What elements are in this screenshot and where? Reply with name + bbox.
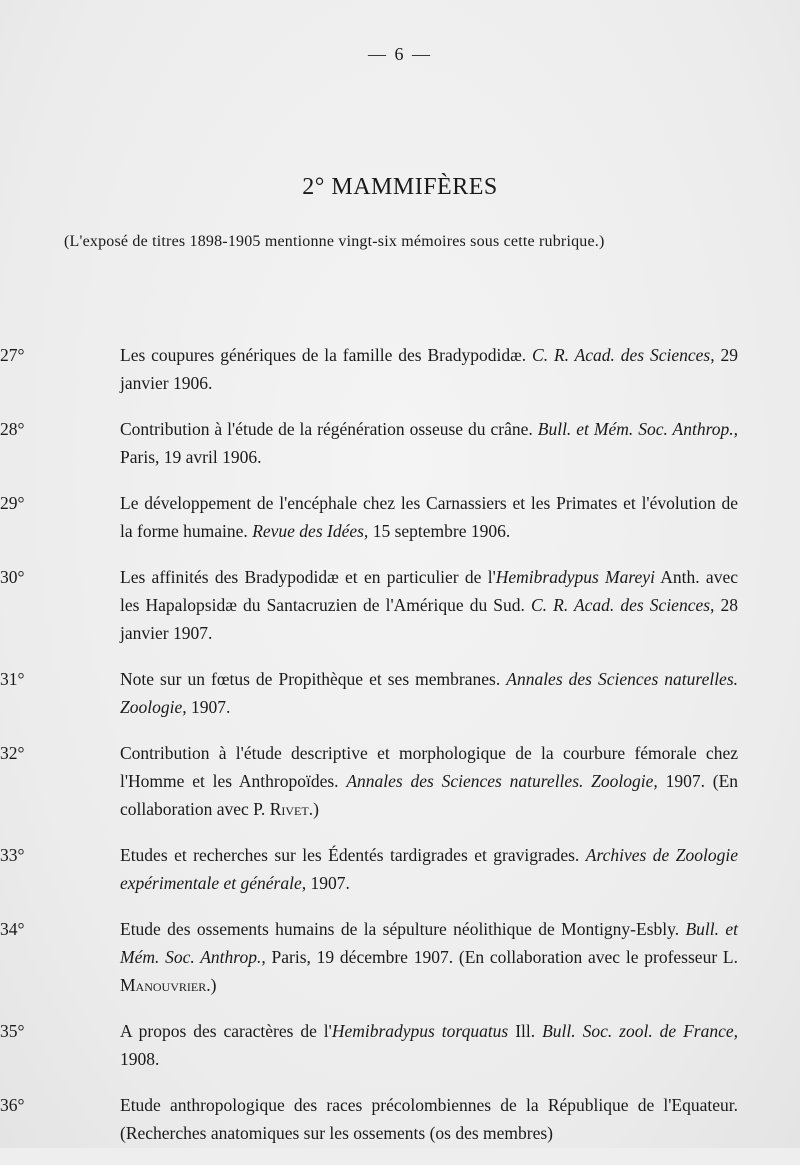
entry-date: 1908. [120,1048,160,1069]
entry-journal: Bull. Soc. zool. de France, [542,1020,739,1041]
entry-title: Le développement de l'encéphale chez les Carnassiers et les Primates et l'évolution de la forme humaine. [120,492,738,541]
publication-entry [0,563,739,647]
entry-title: Les affinités des Bradypodidæ et en particulier de l' [120,566,496,587]
entry-journal: C. R. Acad. des Sciences, [532,344,715,365]
publication-entry [0,915,738,999]
entry-journal: Annales des Sciences naturelles. Zoologie, [120,668,739,717]
entry-date: Paris, 19 avril 1906. [120,446,262,467]
entry-number: 29° [0,492,25,513]
entry-title: Contribution à l'étude descriptive et morphologique de la courbure fémorale chez l'Homme et les Anthropoïdes. [120,742,738,791]
entry-coauthor: Manouvrier [120,974,207,995]
publication-entry [0,489,738,545]
entry-title: Etudes et recherches sur les Édentés tardigrades et gravigrades. [120,844,580,865]
entry-date: 28 janvier 1907. [120,594,739,643]
entry-number: 32° [0,742,25,763]
entry-title: Contribution à l'étude de la régénération osseuse du crâne. [120,418,533,439]
entry-coauthor: Rivet [269,798,309,819]
entry-title: A propos des caractères de l' [120,1020,332,1041]
entry-date: Paris, 19 décembre 1907. (En collaboration avec le professeur L. [271,946,738,967]
entry-title: Les coupures génériques de la famille des Bradypodidæ. [120,344,527,365]
entry-title-cont: Anth. avec les Hapalopsidæ du Santacruzien de l'Amérique du Sud. [120,566,738,615]
entry-journal: Bull. et Mém. Soc. Anthrop., [120,918,738,967]
entry-journal: Revue des Idées, [252,520,369,541]
entry-journal: Bull. et Mém. Soc. Anthrop., [537,418,738,439]
entry-journal: Annales des Sciences naturelles. Zoologie, [346,770,658,791]
entry-title: Etude des ossements humains de la sépulture néolithique de Montigny-Esbly. [120,918,680,939]
publication-entry [0,341,739,397]
entry-species: Hemibradypus Mareyi [495,566,655,587]
entry-date: 1907. (En collaboration avec P. [120,770,739,819]
publication-entry [0,739,739,823]
entry-number: 36° [0,1094,25,1115]
entry-journal: C. R. Acad. des Sciences, [531,594,715,615]
entry-title: Etude anthropologique des races précolombiennes de la République de l'Equateur. (Recherches anatomiques sur les ossements (os des membres) [120,1094,738,1143]
entry-title: Note sur un fœtus de Propithèque et ses membranes. [120,668,501,689]
publication-entry [0,841,739,897]
entry-date: 1907. [190,696,231,717]
section-title: 2° MAMMIFÈRES [302,174,498,200]
entry-punct: .) [308,798,319,819]
section-intro: (L'exposé de titres 1898-1905 mentionne vingt-six mémoires sous cette rubrique.) [64,233,605,250]
entry-number: 35° [0,1020,25,1041]
entry-number: 30° [0,566,25,587]
entry-number: 34° [0,918,25,939]
entry-species: Hemibradypus torquatus [331,1020,509,1041]
publication-entry [0,1091,738,1147]
publication-list [0,323,739,1165]
entry-number: 31° [0,668,25,689]
entry-journal: Archives de Zoologie expérimentale et générale, [120,844,739,893]
entry-date: 1907. [310,872,350,893]
entry-date: 29 janvier 1906. [120,344,739,393]
entry-punct: .) [206,974,217,995]
publication-entry [0,665,739,721]
entry-author: Ill. [515,1020,536,1041]
entry-number: 27° [0,344,25,365]
page-number: — 6 — [368,44,432,64]
entry-date: 15 septembre 1906. [372,520,511,541]
publication-entry [0,1017,739,1073]
entry-number: 28° [0,418,25,439]
publication-entry [0,415,738,471]
entry-number: 33° [0,844,25,865]
